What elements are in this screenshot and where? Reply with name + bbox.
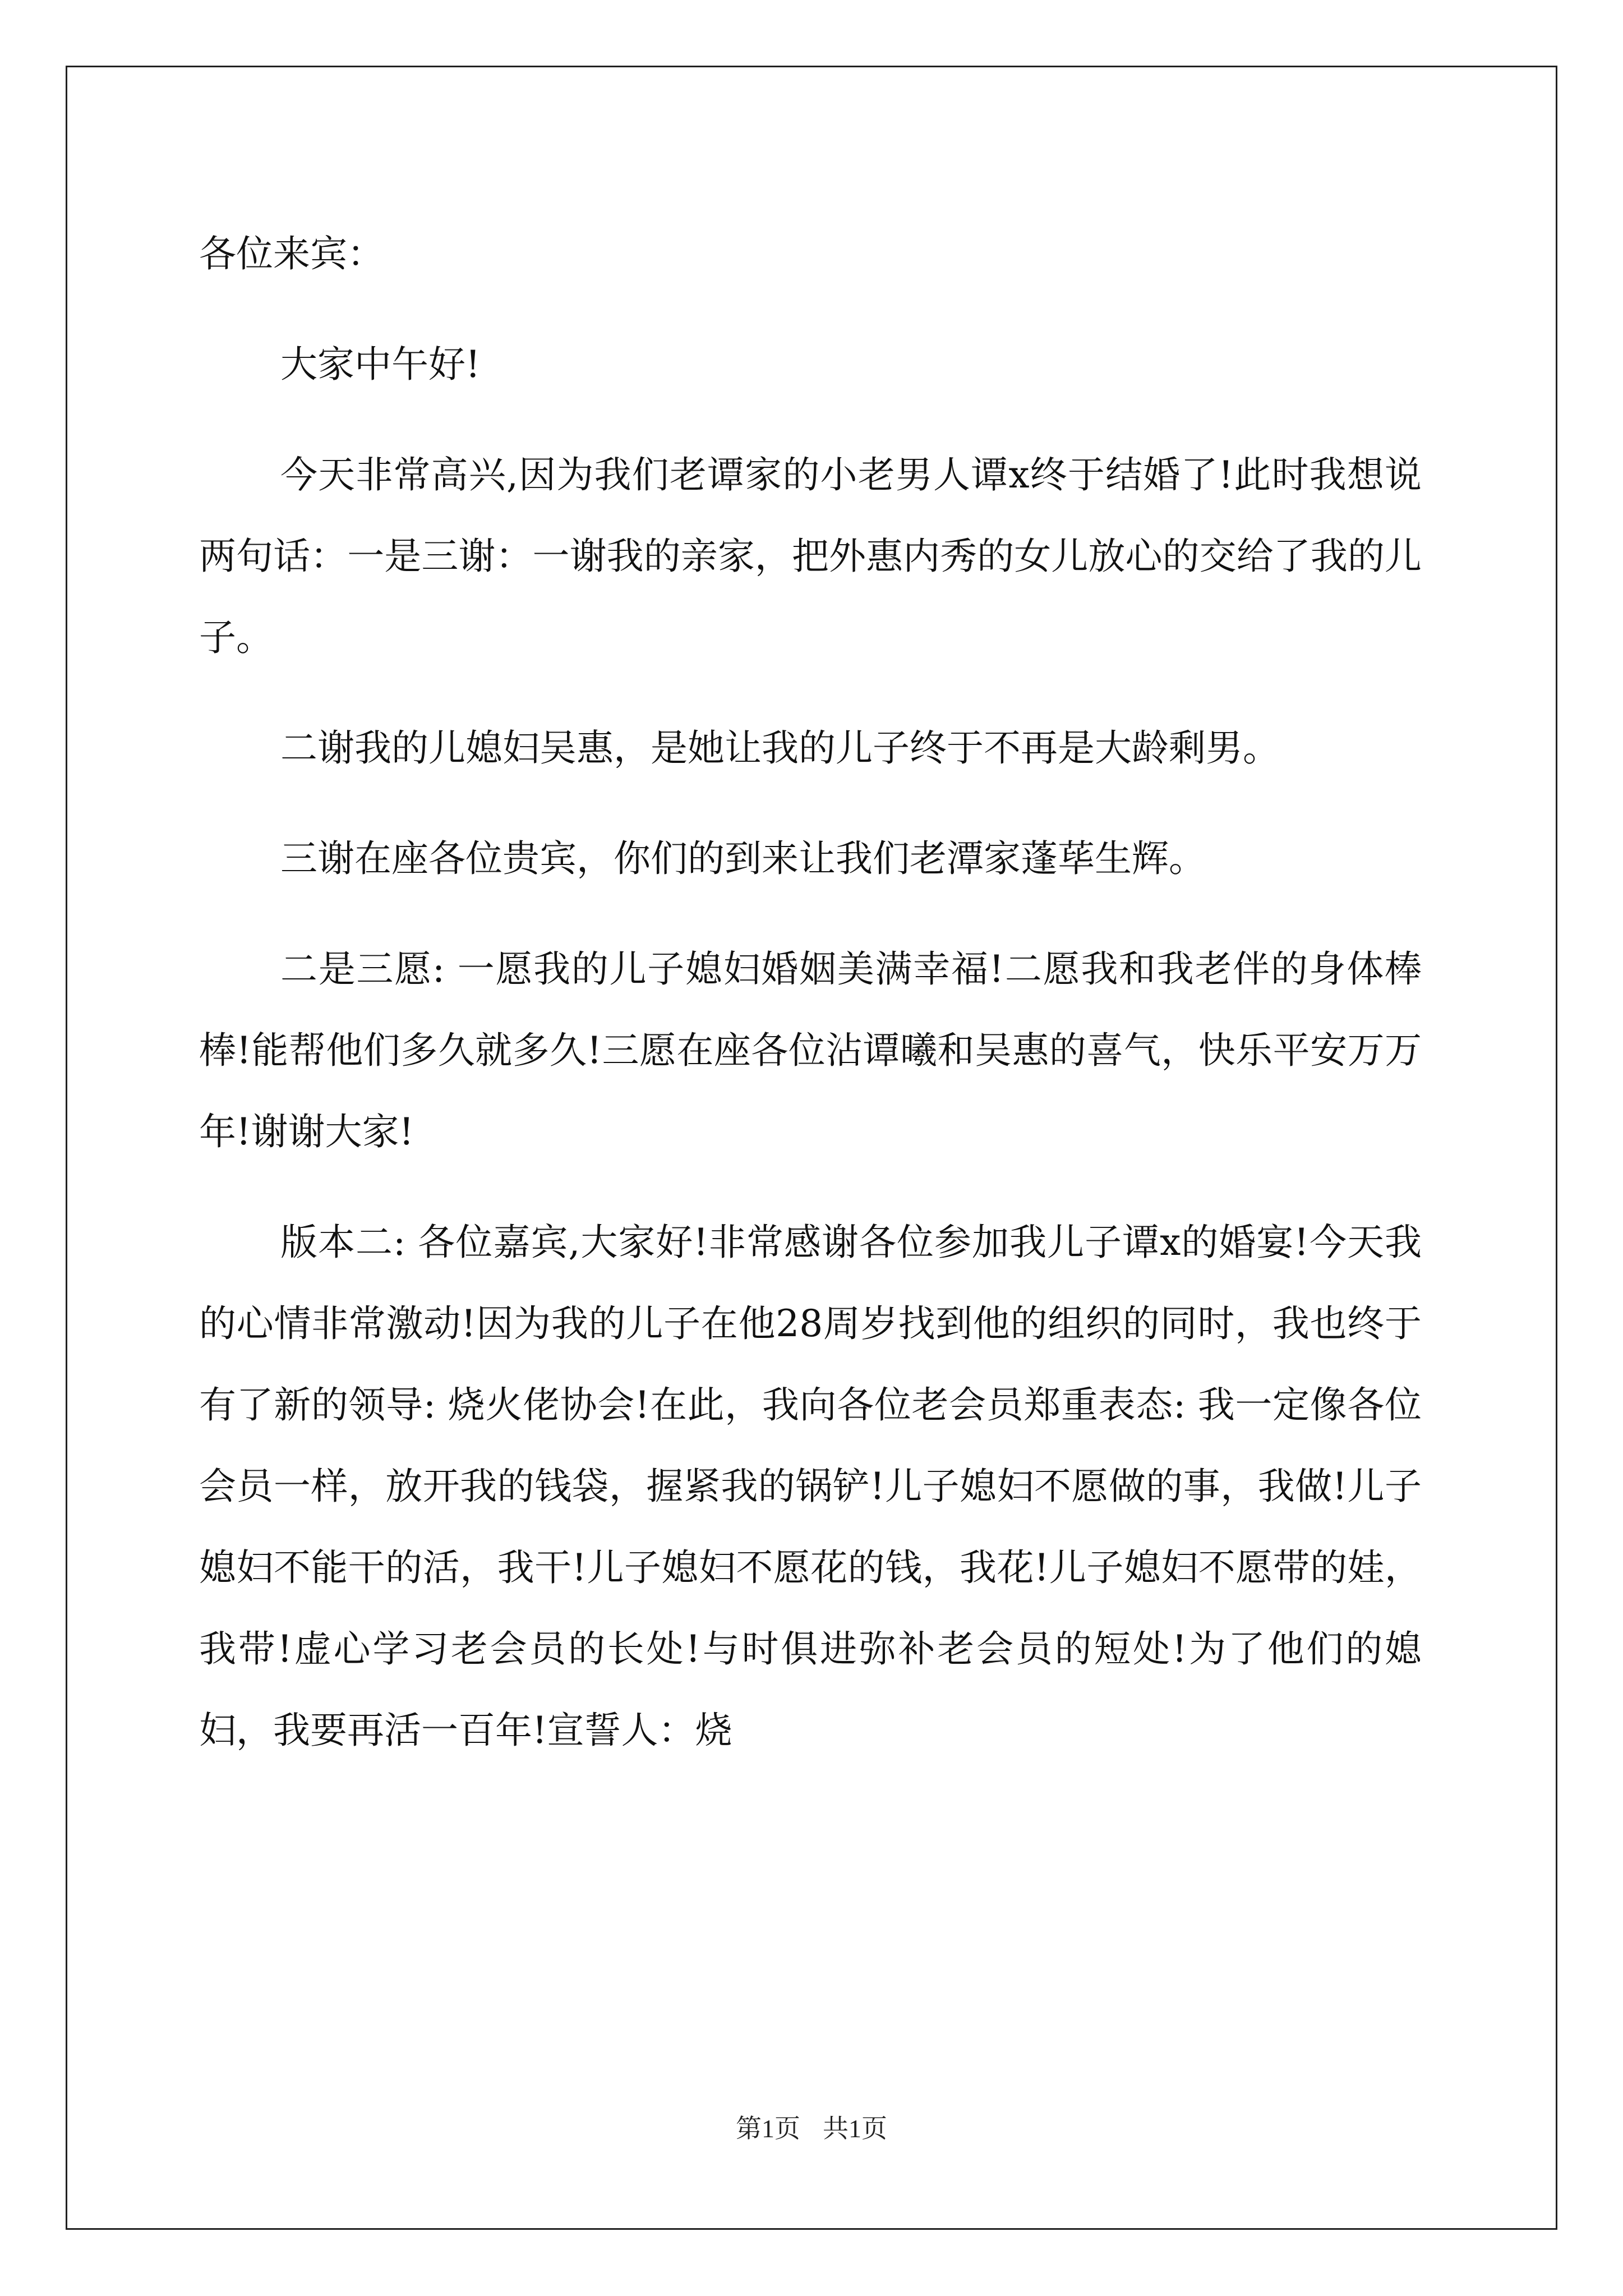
body-paragraph: 三谢在座各位贵宾，你们的到来让我们老潭家蓬荜生辉。 [280, 837, 1206, 880]
page-total: 共1页 [823, 2114, 887, 2143]
salutation-paragraph: 各位来宾： [199, 232, 384, 275]
body-paragraph: 二谢我的儿媳妇吴惠，是她让我的儿子终于不再是大龄剩男。 [280, 726, 1280, 770]
body-paragraph: 二是三愿: 一愿我的儿子媳妇婚姻美满幸福!二愿我和我老伴的身体棒棒!能帮他们多久就多久!三愿在座各位沾谭曦和吴惠的喜气，快乐平安万万年!谢谢大家! [199, 947, 1422, 1153]
page-footer [0, 2108, 1623, 2145]
greeting-paragraph: 大家中午好! [280, 343, 481, 386]
document-body [199, 213, 1422, 1800]
page-number: 第1页 [736, 2114, 800, 2143]
body-paragraph: 版本二: 各位嘉宾,大家好!非常感谢各位参加我儿子谭x的婚宴!今天我的心情非常激动!因为我的儿子在他28周岁找到他的组织的同时，我也终于有了新的领导: 烧火佬协会!在此，我向各位老会员郑重表态: 我一定像各位会员一样，放开我的钱袋，握紧我的锅铲!儿子媳妇不愿做的事，我做!儿子媳妇不能干的活，我干!儿子媳妇不愿花的钱，我花!儿子媳妇不愿带的娃，我带!虚心学习老会员的长处!与时俱进弥补老会员的短处!为了他们的媳妇，我要再活一百年!宣誓人：烧 [199, 1221, 1422, 1752]
body-paragraph: 今天非常高兴,因为我们老谭家的小老男人谭x终于结婚了!此时我想说两句话：一是三谢：一谢我的亲家，把外惠内秀的女儿放心的交给了我的儿子。 [199, 453, 1422, 659]
